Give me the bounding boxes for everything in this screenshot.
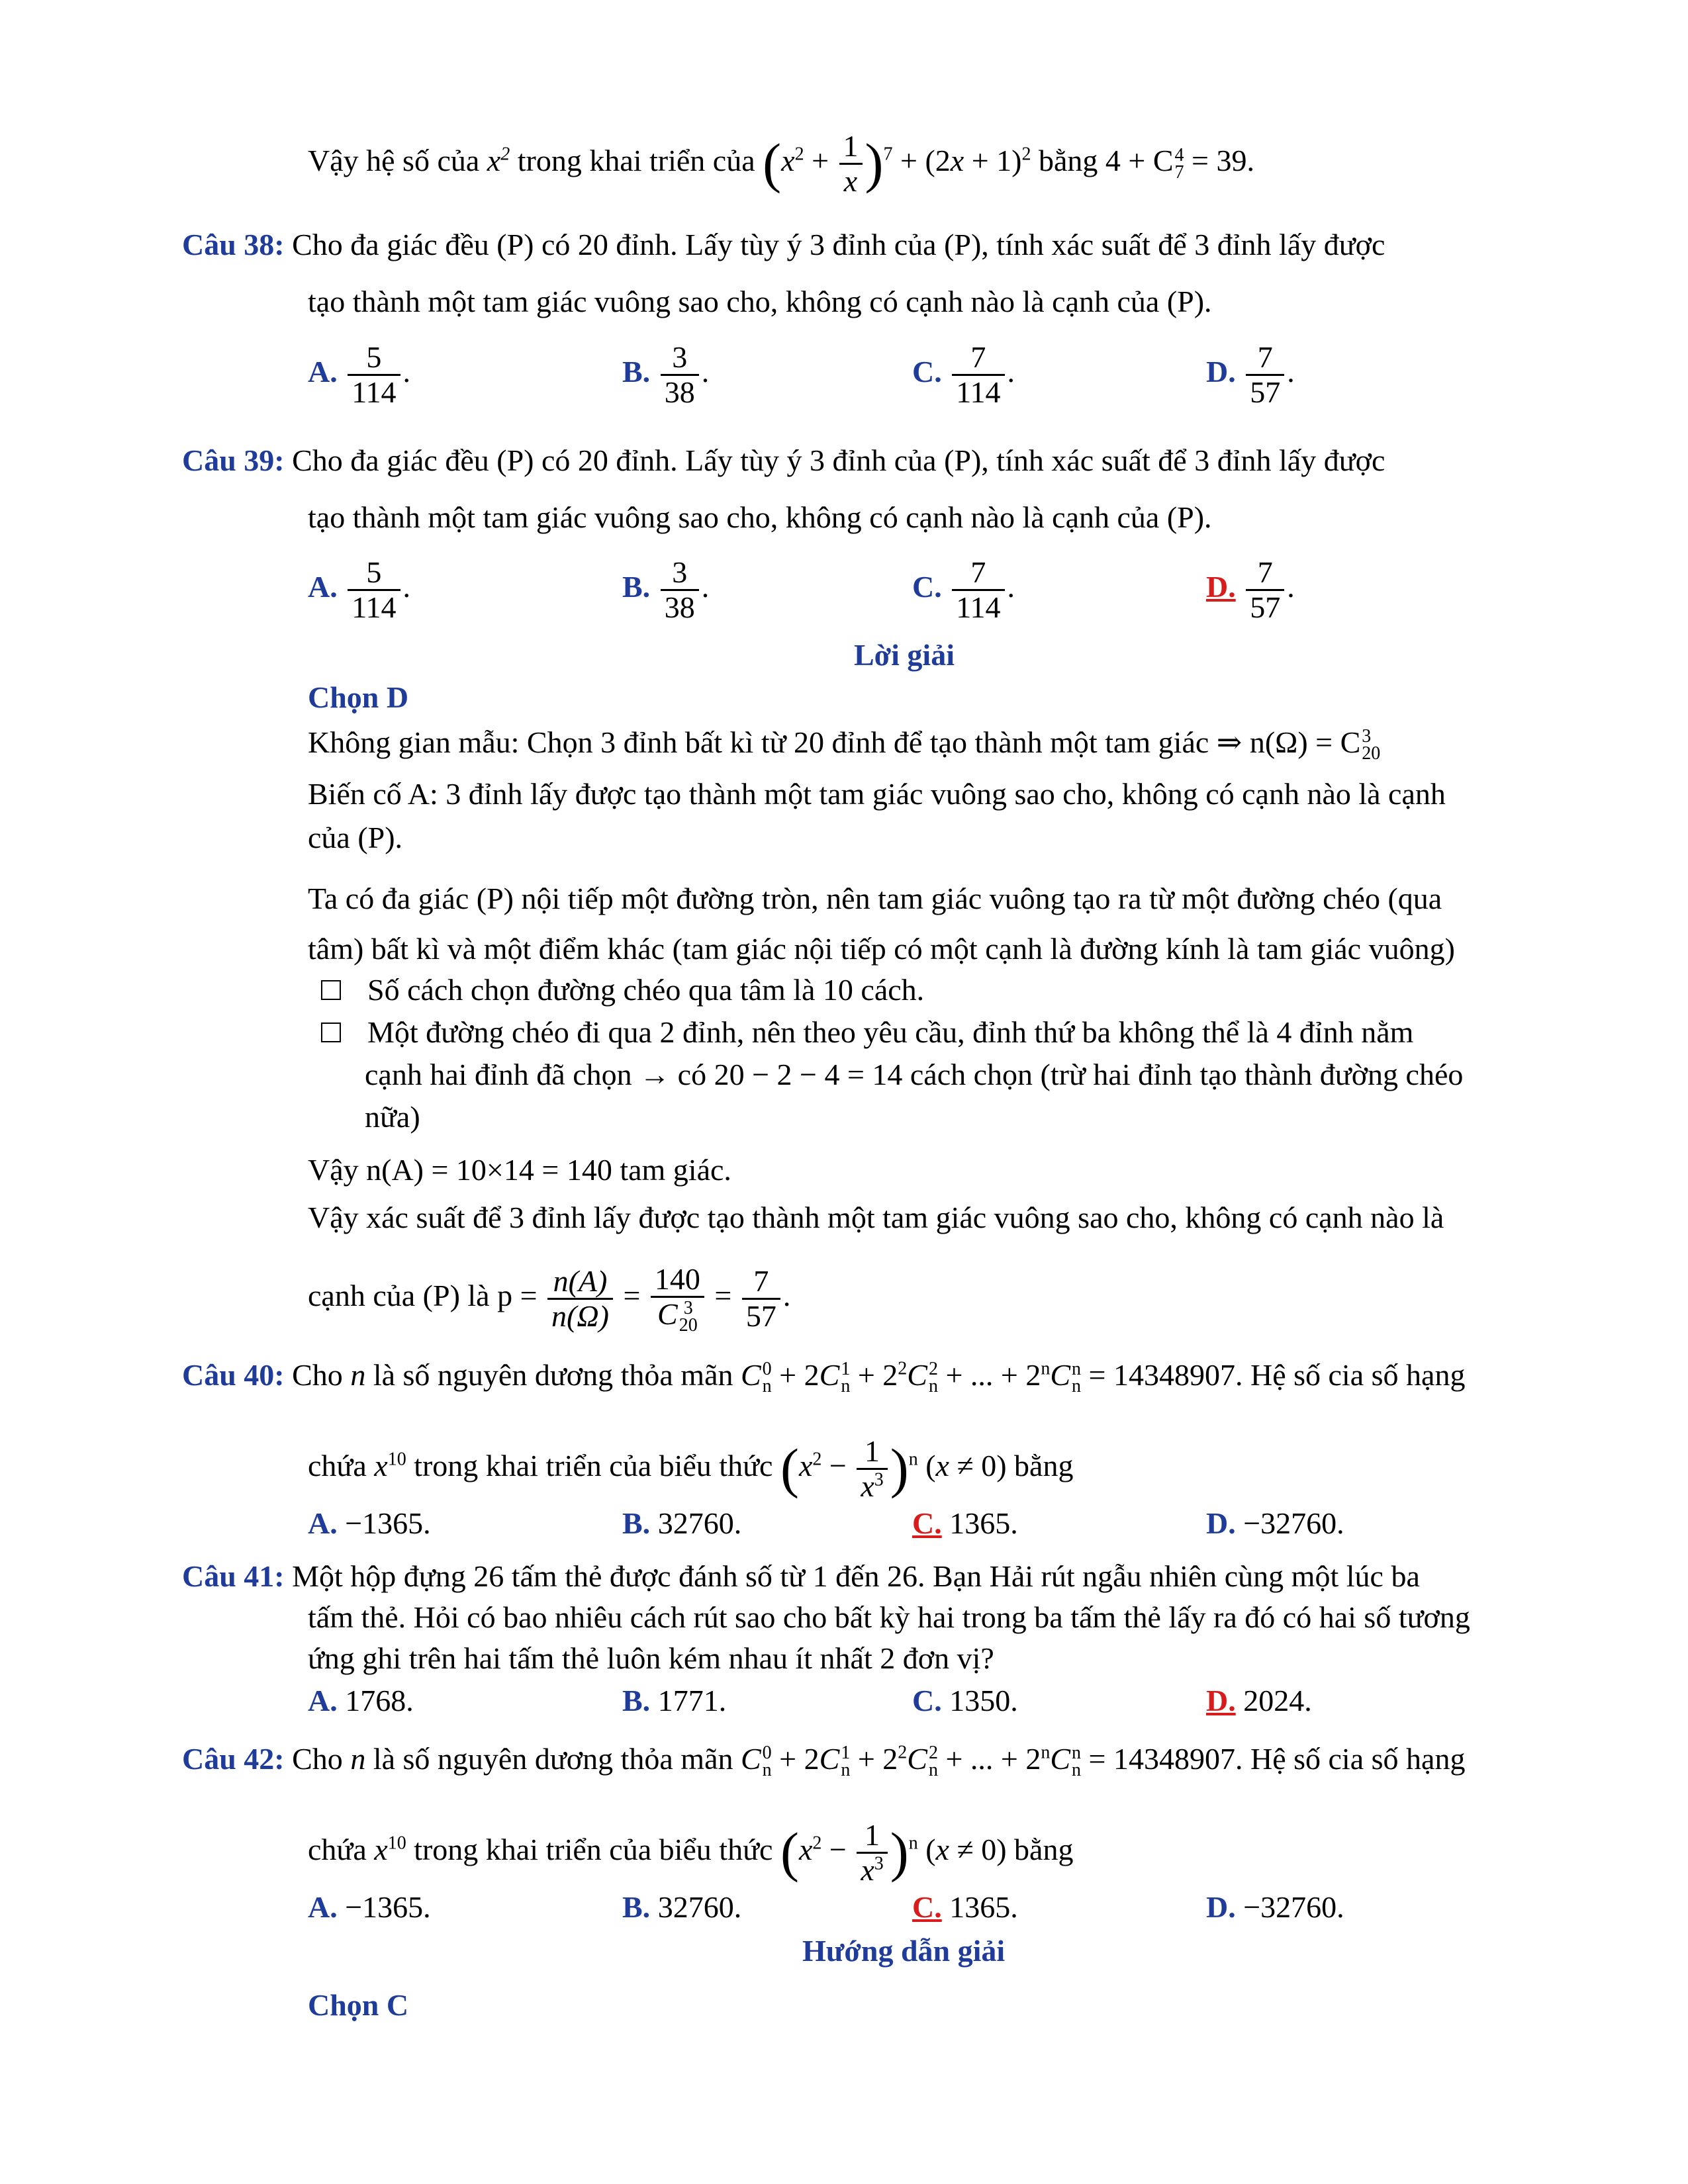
checkbox-icon [321,980,341,1000]
q42-option-a[interactable]: A. −1365. [308,1890,431,1924]
q40-line1: Câu 40: Cho n là số nguyên dương thỏa mãn C 0 n + 2C 1 n + $2^2C$ 2 n + ... + $2^nC$ n n = 14348907. Hệ số cia số hạng [182,1358,1466,1397]
intro-result: 4 + C 4 7 = 39. [1105,144,1254,183]
q39-option-c[interactable]: C. $\frac{7}{114}$ . [912,555,1015,624]
q38-text-2: tạo thành một tam giác vuông sao cho, không có cạnh nào là cạnh của (P). [308,285,1212,318]
q38-option-a[interactable]: A. $\frac{5}{114}$ . [308,340,411,409]
q38-line2 [308,282,1212,322]
q39-solution-1: Không gian mẫu: Chọn 3 đỉnh bất kì từ 20 đỉnh để tạo thành một tam giác ⇒ n(Ω) = C 3 20 [308,725,1381,764]
q40-line2: chứa $x^{10}$ trong khai triển của biểu thức ($x^2$ − $\frac{1}{x^3}$ )$^n$ (x ≠ 0) bằng [308,1434,1074,1503]
q39-text-1: Cho đa giác đều (P) có 20 đỉnh. Lấy tùy ý 3 đỉnh của (P), tính xác suất để 3 đỉnh lấy được [292,443,1385,477]
intro-prefix: Vậy hệ số của [308,144,480,178]
q39-line2 [308,498,1212,537]
q39-option-d[interactable]: D. $\frac{7}{57}$ . [1206,555,1295,624]
q39-bullet-1: Số cách chọn đường chéo qua tâm là 10 cách. [321,970,924,1010]
q40-option-b[interactable]: B. 32760. [622,1506,742,1540]
checkbox-icon [321,1023,341,1042]
q42-option-d[interactable]: D. −32760. [1206,1890,1344,1924]
q41-line3: ứng ghi trên hai tấm thẻ luôn kém nhau ít nhất 2 đơn vị? [308,1641,994,1675]
q41-option-c[interactable]: C. 1350. [912,1684,1018,1717]
q41-line1: Câu 41: Một hộp đựng 26 tấm thẻ được đánh số từ 1 đến 26. Bạn Hải rút ngẫu nhiên cùng một lúc ba [182,1559,1420,1593]
q38-label: Câu 38: [182,228,285,261]
q39-label: Câu 39: [182,443,285,477]
q39-text-2: tạo thành một tam giác vuông sao cho, không có cạnh nào là cạnh của (P). [308,500,1212,534]
q40-option-c[interactable]: C. 1365. [912,1506,1018,1540]
q41-label: Câu 41: [182,1559,285,1593]
q42-line1: Câu 42: Cho n là số nguyên dương thỏa mãn C 0 n + 2C 1 n + $2^2C$ 2 n + ... + $2^nC$ n n = 14348907. Hệ số cia số hạng [182,1742,1466,1781]
q41-option-a[interactable]: A. 1768. [308,1684,414,1717]
q38-option-b[interactable]: B. $\frac{3}{38}$ . [622,340,710,409]
intro-line [308,130,1254,198]
q39-solution-7: Vậy xác suất để 3 đỉnh lấy được tạo thành một tam giác vuông sao cho, không có cạnh nào là [308,1201,1444,1234]
intro-var: $x^2$ [487,144,510,178]
q42-solution-title: Hướng dẫn giải [802,1934,1006,1968]
q40-option-d[interactable]: D. −32760. [1206,1506,1344,1540]
q40-option-a[interactable]: A. −1365. [308,1506,431,1540]
q38-text-1: Cho đa giác đều (P) có 20 đỉnh. Lấy tùy ý 3 đỉnh của (P), tính xác suất để 3 đỉnh lấy được [292,228,1385,261]
q39-bullet-2-cont: cạnh hai đỉnh đã chọn → có 20 − 2 − 4 = 14 cách chọn (trừ hai đỉnh tạo thành đường chéo [365,1058,1464,1091]
intro-suffix: bằng [1038,144,1098,178]
q39-bullet-2: Một đường chéo đi qua 2 đỉnh, nên theo yêu cầu, đỉnh thứ ba không thể là 4 đỉnh nằm [321,1013,1413,1052]
q42-choose: Chọn C [308,1988,409,2022]
q39-solution-2: Biến cố A: 3 đỉnh lấy được tạo thành một tam giác vuông sao cho, không có cạnh nào là cạnh [308,777,1446,811]
q41-line2: tấm thẻ. Hỏi có bao nhiêu cách rút sao cho bất kỳ hai trong ba tấm thẻ lấy ra đó có hai số tương [308,1600,1470,1634]
q41-option-b[interactable]: B. 1771. [622,1684,727,1717]
intro-expression: ($x^2$ + $\frac{1}{x}$ )$^7 + (2x + 1)^2$ [763,129,1031,198]
q42-label: Câu 42: [182,1742,285,1776]
q39-solution-8: cạnh của (P) là p = $\frac{n(A)}{n(\Omega)}$ = 140 C 3 20 = $\frac{7}{57}$ . [308,1262,791,1336]
q40-label: Câu 40: [182,1358,285,1392]
q39-solution-3: của (P). [308,821,403,854]
q39-solution-6: Vậy n(A) = 10×14 = 140 tam giác. [308,1153,731,1187]
q39-choose: Chọn D [308,680,409,714]
q38-line1 [182,225,1385,265]
intro-mid: trong khai triển của [517,144,755,178]
q42-line2: chứa $x^{10}$ trong khai triển của biểu thức ($x^2$ − $\frac{1}{x^3}$ )$^n$ (x ≠ 0) bằng [308,1818,1074,1887]
q39-option-b[interactable]: B. $\frac{3}{38}$ . [622,555,710,624]
q42-option-c[interactable]: C. 1365. [912,1890,1018,1924]
q39-option-a[interactable]: A. $\frac{5}{114}$ . [308,555,411,624]
q38-option-c[interactable]: C. $\frac{7}{114}$ . [912,340,1015,409]
q42-option-b[interactable]: B. 32760. [622,1890,742,1924]
q39-solution-4: Ta có đa giác (P) nội tiếp một đường tròn, nên tam giác vuông tạo ra từ một đường chéo (qua [308,882,1442,915]
q39-solution-title: Lời giải [854,638,955,672]
q39-bullet-2-end: nữa) [365,1100,420,1134]
q39-line1 [182,441,1385,480]
q41-option-d[interactable]: D. 2024. [1206,1684,1312,1717]
q38-option-d[interactable]: D. $\frac{7}{57}$ . [1206,340,1295,409]
q39-solution-5: tâm) bất kì và một điểm khác (tam giác nội tiếp có một cạnh là đường kính là tam giác vuông) [308,932,1455,966]
